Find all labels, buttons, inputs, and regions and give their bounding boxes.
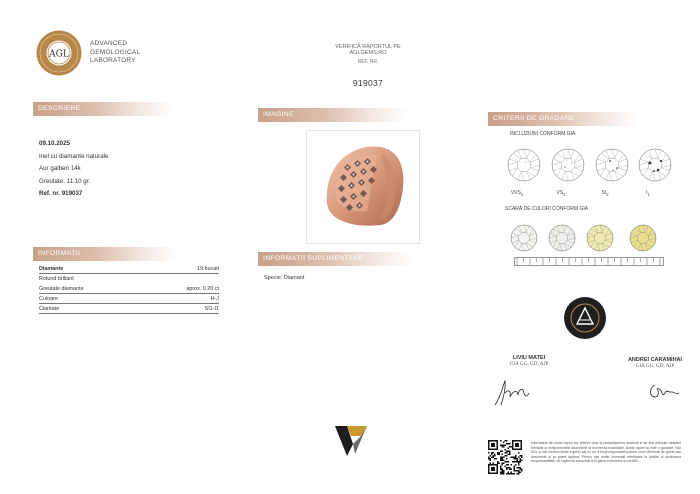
color-scale-title: SCARĂ DE CULORI CONFORM GIA — [505, 206, 589, 212]
info-key: Claritate — [39, 306, 60, 312]
info-key: Greutate diamante — [39, 286, 84, 292]
section-descriere: DESCRIERE — [33, 102, 173, 116]
signer-1-credentials: GIA GG, GD, AJP — [509, 361, 549, 367]
dotted-leader — [39, 313, 219, 314]
signer-1-name: LIVIU MATEI — [512, 355, 546, 361]
info-row — [39, 266, 219, 276]
info-key: Diamante — [39, 266, 64, 272]
color-scale-bar — [514, 257, 664, 267]
clarity-label-i: $I_1$ — [646, 190, 650, 197]
signer-1 — [494, 355, 564, 367]
clarity-label-vs: $VS_2$ — [556, 190, 566, 197]
info-table — [39, 266, 219, 316]
color-diamond — [587, 225, 613, 251]
signature-1 — [491, 375, 533, 409]
disclaimer-text: Informațiile din acest raport fac referire doar la piatra/bijuteria descrisă și au fost obținute utilizând tehnicile și echipamentele disponibile la momentul examinării. Acest raport nu este o garanție. Nici AGL și nici vreunul dintre experții săi nu vor fi ținuți responsabili pentru orice diferență de opinie sau descrierile și ar putea apărea. Pentru mai multe informații referitoare la limitări și declinarea responsabilității, vă rugăm să consultați AGLgems.ro/termeni-si-conditii. — [531, 441, 681, 464]
color-diamond — [630, 225, 656, 251]
lab-seal-logo — [36, 30, 82, 76]
ref-label: REF. NR. — [357, 59, 379, 65]
clarity-diamond — [639, 149, 671, 181]
clarity-diamond — [552, 149, 584, 181]
info-row — [39, 306, 219, 316]
clarity-diamond — [508, 149, 540, 181]
dotted-leader — [39, 293, 219, 294]
species-text: Specie: Diamant — [264, 275, 305, 281]
section-imagine: IMAGINE — [258, 108, 408, 122]
brand-logo — [333, 422, 369, 458]
section-criterii: CRITERII DE GRADARE — [488, 112, 638, 126]
ring-image — [307, 131, 419, 243]
info-row — [39, 296, 219, 306]
ring-image-frame — [306, 130, 420, 244]
clarity-diamond — [596, 149, 628, 181]
section-informatii: INFORMAȚII — [33, 247, 178, 261]
lab-name: ADVANCED GEMOLOGICAL LABORATORY — [90, 40, 141, 64]
color-diamonds — [505, 222, 685, 256]
info-row — [39, 286, 219, 296]
item-weight: Greutate: 11.10 gr. — [39, 177, 91, 185]
inclusions-title: INCLUZIUNI CONFORM GIA — [510, 131, 576, 137]
dotted-leader — [39, 273, 219, 274]
description-block — [39, 138, 108, 201]
signer-2-name: ANDREI CARAMIHAI — [627, 357, 683, 363]
clarity-diagrams — [505, 147, 685, 195]
color-diamond — [549, 225, 575, 251]
item-ref: Ref. nr. 919037 — [39, 190, 83, 197]
section-suplimentare: INFORMAȚII SUPLIMENTARE — [258, 252, 413, 266]
info-row — [39, 276, 219, 286]
info-value: 19 bucati — [197, 266, 219, 272]
info-value: aprox. 0.20 ct — [186, 286, 219, 292]
report-date: 09.10.2025 — [39, 140, 70, 147]
dotted-leader — [39, 303, 219, 304]
qr-code[interactable] — [487, 439, 523, 475]
info-value: H-J — [210, 296, 219, 302]
seal-initials: AGL — [49, 49, 69, 60]
lab-emblem-logo — [563, 296, 607, 340]
info-key: Culoare — [39, 296, 58, 302]
ref-number: 919037 — [352, 78, 384, 88]
signer-2 — [622, 357, 688, 369]
clarity-label-vvs: $VVS_2$ — [510, 190, 524, 197]
signer-2-credentials: GIA GG, GD, AJP — [635, 363, 675, 369]
clarity-label-si: $SI_2$ — [601, 190, 609, 197]
item-metal: Aur galben 14k — [39, 165, 81, 172]
color-diamond — [511, 225, 537, 251]
info-key: Rotund briliant — [39, 276, 74, 282]
signature-2 — [645, 377, 685, 403]
item-type: Inel cu diamante naturale — [39, 152, 109, 160]
info-value: SI1-I1 — [204, 306, 219, 312]
verify-link-text[interactable]: VERIFICĂ RAPORTUL PE AGLGEMS.RO — [335, 44, 401, 56]
